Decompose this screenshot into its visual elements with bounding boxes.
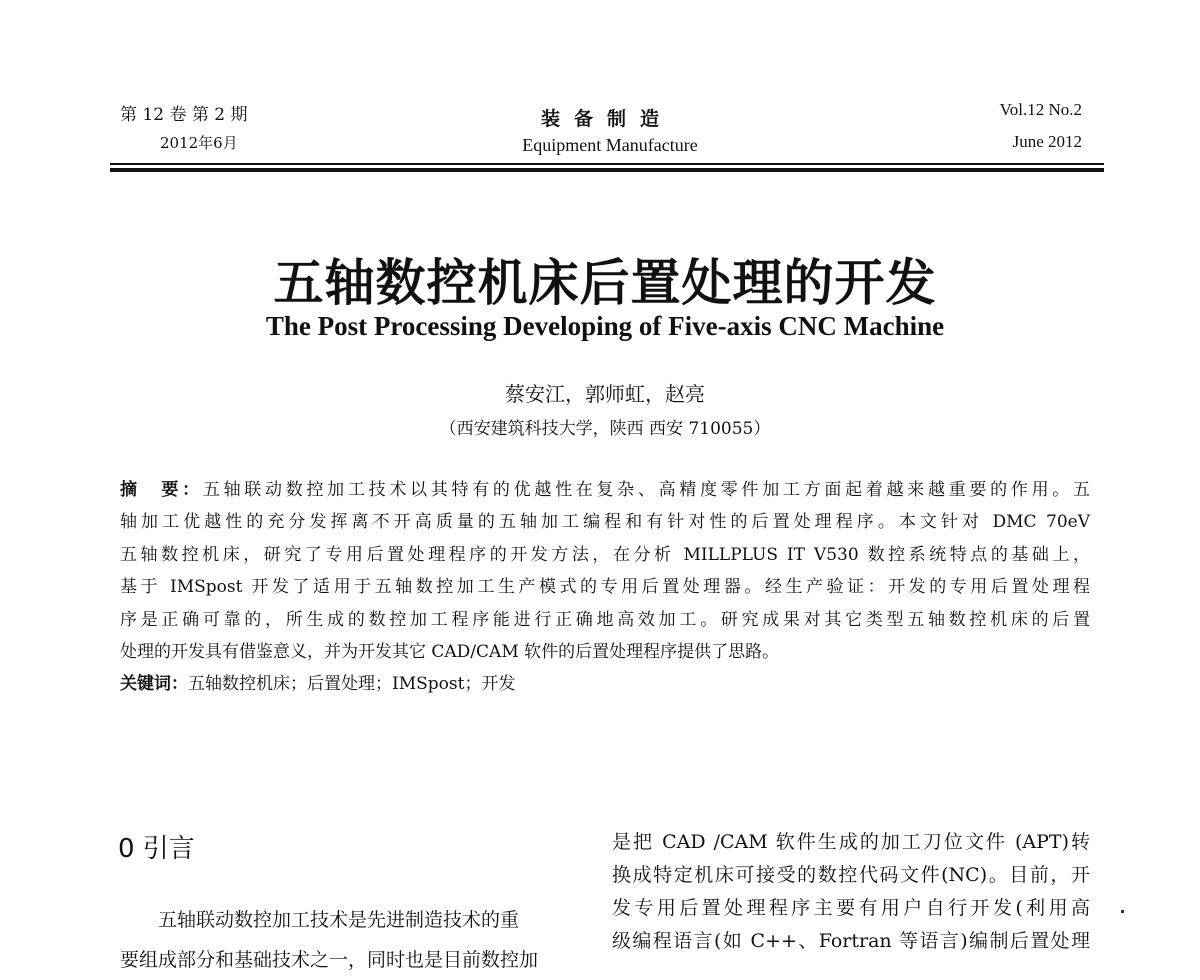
keywords-label: 关键词： [120,674,188,695]
abstract-line: 基于 IMSpost 开发了适用于五轴数控加工生产模式的专用后置处理器。经生产验证：开发的专用后置处理程 [120,577,1090,598]
volume-issue: 第 12 卷 第 2 期 [120,105,248,125]
author-affiliation: （西安建筑科技大学，陕西 西安 710055） [439,419,771,439]
abstract-block [120,474,1090,701]
body-line: 要组成部分和基础技术之一，同时也是目前数控加 [120,949,539,971]
abstract-label: 摘 要： [120,480,203,500]
body-line: 发专用后置处理程序主要有用户自行开发(利用高 [612,897,1090,919]
body-line: 是把 CAD /CAM 软件生成的加工刀位文件 (APT)转 [612,831,1090,853]
header-rule-thin [110,163,1104,165]
body-line: 五轴联动数控加工技术是先进制造技术的重 [120,909,520,931]
abstract-line: 轴加工优越性的充分发挥离不开高质量的五轴加工编程和有针对性的后置处理程序。本文针对 DMC 70eV [120,512,1090,533]
journal-name-en: Equipment Manufacture [522,135,698,155]
author-list: 蔡安江，郭师虹，赵亮 [505,382,705,406]
body-line: 换成特定机床可接受的数控代码文件(NC)。目前，开 [612,864,1090,886]
header-rule-thick [110,168,1104,172]
abstract-text: 五轴联动数控加工技术以其特有的优越性在复杂、高精度零件加工方面起着越来越重要的作用。五 [202,480,1091,500]
scan-speck [1121,910,1124,913]
journal-name-cn: 装备制造 [540,108,673,130]
paper-title-cn: 五轴数控机床后置处理的开发 [273,254,937,312]
abstract-line: 五轴数控机床，研究了专用后置处理程序的开发方法，在分析 MILLPLUS IT V530 数控系统特点的基础上， [120,544,1090,565]
abstract-line: 处理的开发具有借鉴意义，并为开发其它 CAD/CAM 软件的后置处理程序提供了思路。 [120,642,780,663]
abstract-line [120,474,1090,506]
body-column-right [612,826,1090,958]
publication-date-en: June 2012 [1012,132,1082,151]
keywords-line [120,668,1090,700]
abstract-line: 序是正确可靠的，所生成的数控加工程序能进行正确地高效加工。研究成果对其它类型五轴数控机床的后置 [120,609,1090,630]
keywords-text: 五轴数控机床；后置处理；IMSpost；开发 [188,674,516,695]
volume-issue-en: Vol.12 No.2 [999,100,1082,119]
paper-title-en: The Post Processing Developing of Five-axis CNC Machine [265,311,945,341]
section-heading: 0 引言 [118,834,195,864]
body-column-left [120,900,582,980]
publication-date-cn: 2012年6月 [160,134,238,152]
body-line: 级编程语言(如 C++、Fortran 等语言)编制后置处理 [612,930,1090,952]
